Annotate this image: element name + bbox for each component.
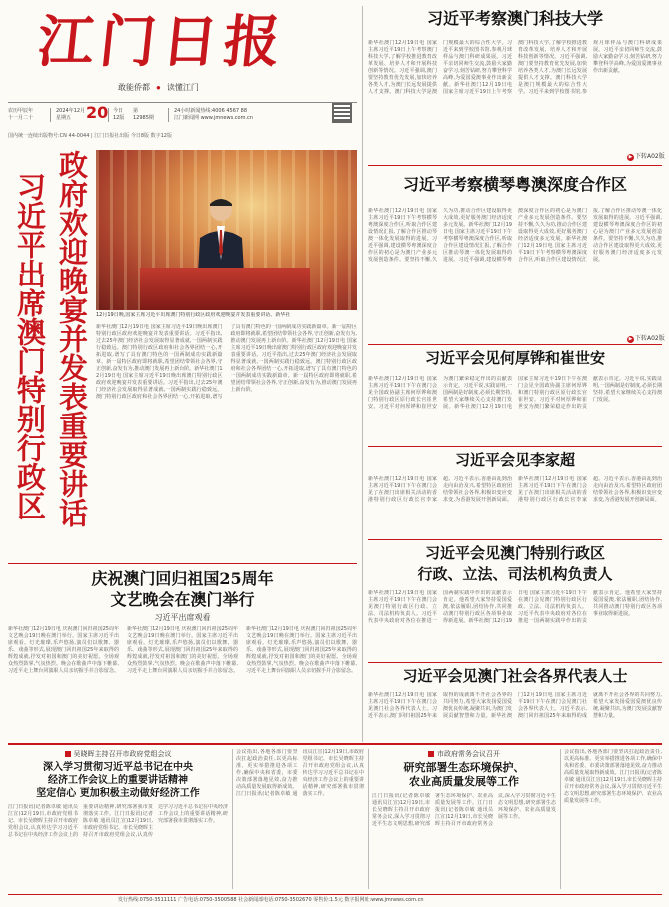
article-2-continue[interactable]: ▶ 下转A02版 [628, 335, 665, 342]
bottom-1-title-2[interactable]: 经济工作会议上的重要讲话精神 [48, 775, 188, 786]
lead-photo [96, 150, 357, 310]
bottom-2-title-2[interactable]: 农业高质量发展等工作 [409, 775, 519, 788]
pages: 12版 [113, 115, 125, 121]
article-3-body-text: 新华社澳门12月19日电 国家主席习近平19日下午在澳门会见全国政协副主席何厚铧和澳门特别行政区原行政长官崔世安。习近平对何厚铧和崔世安为澳门繁荣稳定作出的贡献表示肯定。习近平说,实践证明,一国两制是好制度,必须长期坚持,希望大家继续关心支持澳门发展。 [368, 376, 512, 410]
column-divider [362, 6, 363, 742]
gala-title-2: 文艺晚会在澳门举行 [110, 590, 255, 609]
gala-body: 新华社澳门12月19日电 庆祝澳门回归祖国25周年文艺晚会19日晚在澳门举行。国家主席习近平出席观看。灯光璀璨,乐声悠扬,演员们以歌舞、器乐、戏曲等形式,展现澳门回归祖国25年来取得的辉煌成就,抒发对祖国和澳门的美好祝愿。全场观众热烈鼓掌,气氛热烈。晚会在歌曲声中落下帷幕,习近平走上舞台同演职人员亲切握手并合影留念。新华社澳门12月19日电 庆祝澳门回归祖国25周年文艺晚会19日晚在澳门举行。国家主席习近平出席观看。灯光璀璨,乐声悠扬,演员们以歌舞、器乐、戏曲等形式,展现澳门回归祖国25年来取得的辉煌成就,抒发对祖国和澳门的美好祝愿。全场观众热烈鼓掌,气氛热烈。晚会在歌曲声中落下帷幕,习近平走上舞台同演职人员亲切握手并合影留念。新华社澳门12月19日电 庆祝澳门回归祖国25周年文艺晚会19日晚在澳门举行。国家主席习近平出席观看。灯光璀璨,乐声悠扬,演员们以歌舞、器乐、戏曲等形式,展现澳门回归祖国25年来取得的辉煌成就,抒发对祖国和澳门的美好祝愿。全场观众热烈鼓掌,气氛热烈。晚会在歌曲声中落下帷幕,习近平走上舞台同演职人员亲切握手并合影留念。 [8, 626, 357, 674]
lunar-label: 农历甲辰年 [8, 108, 34, 114]
bottom-2-kicker: 市政府常务会议召开 [372, 749, 556, 759]
bottom-2-body: 江门日报讯(记者陈卓敏 通讯员江宣)12月19日,市长吴晓晖主持召开市政府常务会议,深入学习贯彻习近平生态文明思想,研究部署生态环境保护、农业高质量发展等工作。江门日报讯(记者陈卓敏 通讯员江宣)12月19日,市长吴晓晖主持召开市政府常务会议,深入学习贯彻习近平生态文明思想,研究部署生态环境保护、农业高质量发展等工作。 [372, 793, 556, 827]
gala-body-text: 新华社澳门12月19日电 庆祝澳门回归祖国25周年文艺晚会19日晚在澳门举行。国家主席习近平出席观看。灯光璀璨,乐声悠扬,演员们以歌舞、器乐、戏曲等形式,展现澳门回归祖国25年来取得的辉煌成就,抒发对祖国和澳门的美好祝愿。全场观众热烈鼓掌,气氛热烈。晚会在歌曲声中落下帷幕,习近平走上舞台同演职人员亲切握手并合影留念。 [8, 626, 119, 674]
bottom-middle-text: 会议指出,各地各部门要坚决扛起政治责任,以更高标准、更实举措推进各项工作,确保中央和省委、市委决策部署落地见效,奋力推动高质量发展取得新成效。 [236, 749, 298, 790]
article-2-body: 新华社澳门12月19日电 国家主席习近平19日下午考察横琴粤澳深度合作区,听取合作区建设情况汇报,了解合作区推动琴澳一体化发展取得的进展。习近平强调,建设横琴粤澳深度合作区的初心是为澳门产业多元发展创造条件。要坚持不懈,久久为功,推动合作区建设取得更大成效,更好服务澳门经济适度多元发展。新华社澳门12月19日电 国家主席习近平19日下午考察横琴粤澳深度合作区,听取合作区建设情况汇报,了解合作区推动琴澳一体化发展取得的进展。习近平强调,建设横琴粤澳深度合作区的初心是为澳门产业多元发展创造条件。要坚持不懈,久久为功,推动合作区建设取得更大成效,更好服务澳门经济适度多元发展。新华社澳门12月19日电 国家主席习近平19日下午考察横琴粤澳深度合作区,听取合作区建设情况汇报,了解合作区推动琴澳一体化发展取得的进展。习近平强调,建设横琴粤澳深度合作区的初心是为澳门产业多元发展创造条件。要坚持不懈,久久为功,推动合作区建设取得更大成效,更好服务澳门经济适度多元发展。 [368, 208, 662, 263]
bottom-1-title-1[interactable]: 深入学习贯彻习近平总书记在中央 [43, 762, 193, 773]
masthead [8, 6, 357, 146]
article-5-body-text: 新华社澳门12月19日电 国家主席习近平19日下午在澳门会见澳门特别行政区行政、立法、司法机构负责人。习近平代表中央政府对各位在推进一国两制实践中作出的贡献表示肯定。他希望大家坚持爱国爱澳,依法履职,团结协作,共同推动澳门特别行政区各项事业取得新进展。 [368, 590, 512, 624]
article-4-title[interactable]: 习近平会见李家超 [454, 451, 575, 469]
divider-article-3 [368, 344, 662, 345]
square-icon [428, 751, 434, 757]
slogan-dot-icon: ● [156, 83, 161, 92]
article-1-title[interactable]: 习近平考察澳门科技大学 [426, 9, 603, 28]
divider-article-6 [368, 662, 662, 663]
bottom-right-text: 会议指出,各地各部门要坚决扛起政治责任,以更高标准、更实举措推进各项工作,确保中央和省委、市委决策部署落地见效,奋力推动高质量发展取得新成效。 [564, 749, 662, 776]
copy-label: 今日 [113, 108, 124, 114]
issue-no: 12985期 [133, 115, 154, 121]
footer-text: 发行热线:0750-3511111 广告电话:0750-3500588 社会新闻部电话:0750-3502670 零售价:1.5元 数字报网址:www.jmnews.com.cn [118, 897, 424, 903]
gala-title-1: 庆祝澳门回归祖国25周年 [91, 569, 274, 588]
article-4-body-text: 新华社澳门12月19日电 国家主席习近平19日下午在澳门会见了在澳门出席相关活动的香港特别行政区行政长官李家超。习近平表示,香港由乱到治走向由治及兴,希望特区政府团结带领社会各界,积极识变应变求变,为香港发展开创新局面。 [368, 476, 512, 503]
lunar-date: 十一月二十 [8, 115, 34, 121]
article-6-body-text: 新华社澳门12月19日电 国家主席习近平19日下午在澳门会见澳门社会各界代表人士。习近平表示,澳门回归祖国25年来取得的成就离不开社会各界的共同努力,希望大家发扬爱国爱澳优良传统,凝聚共识,为澳门发展贡献智慧和力量。 [368, 692, 512, 719]
article-1-body-text: 新华社澳门12月19日电 国家主席习近平19日上午考察澳门科技大学,了解学校推进教育改革发展、培养人才和开展科技创新等情况。习近平强调,澳门要坚持教育优先发展,加快培养各类人才,为澳门长远发展提供人才支撑。澳门科技大学是澳门规模最大的综合性大学。习近平来到学校图书馆,参观月球样品与澳门科研成果展。习近平亲切同师生交流,鼓励大家勤奋学习,刻苦钻研,努力攀登科学高峰,为爱国爱澳事业作出新贡献。 [368, 40, 512, 95]
bottom-rule [8, 743, 662, 745]
continue-icon: ▶ [628, 336, 633, 342]
divider-article-5 [368, 539, 662, 540]
newspaper-logo: 江门日报 [34, 9, 290, 75]
date-block [8, 103, 357, 125]
lead-title-b: 习近平出席澳门特别行政区 [13, 172, 47, 520]
bottom-story-1 [8, 749, 228, 891]
divider-article-2 [368, 165, 662, 166]
article-5-body: 新华社澳门12月19日电 国家主席习近平19日下午在澳门会见澳门特别行政区行政、立法、司法机构负责人。习近平代表中央政府对各位在推进一国两制实践中作出的贡献表示肯定。他希望大家坚持爱国爱澳,依法履职,团结协作,共同推动澳门特别行政区各项事业取得新进展。新华社澳门12月19日电 国家主席习近平19日下午在澳门会见澳门特别行政区行政、立法、司法机构负责人。习近平代表中央政府对各位在推进一国两制实践中作出的贡献表示肯定。他希望大家坚持爱国爱澳,依法履职,团结协作,共同推动澳门特别行政区各项事业取得新进展。 [368, 590, 662, 624]
article-2-body-text: 新华社澳门12月19日电 国家主席习近平19日下午考察横琴粤澳深度合作区,听取合作区建设情况汇报,了解合作区推动琴澳一体化发展取得的进展。习近平强调,建设横琴粤澳深度合作区的初心是为澳门产业多元发展创造条件。要坚持不懈,久久为功,推动合作区建设取得更大成效,更好服务澳门经济适度多元发展。 [368, 208, 512, 263]
footer-bar [8, 894, 662, 904]
photo-caption: 12月19日晚,国家主席习近平出席澳门特别行政区政府欢迎晚宴并发表重要讲话。新华社 [96, 312, 291, 318]
issue-label: 第 [133, 108, 139, 114]
weekday: 星期五 [56, 115, 72, 121]
article-6-title[interactable]: 习近平会见澳门社会各界代表人士 [402, 667, 628, 685]
article-5-title-1[interactable]: 习近平会见澳门特别行政区 [424, 544, 605, 562]
bottom-divider-2 [368, 749, 369, 889]
bottom-1-body-text: 江门日报讯(记者陈卓敏 通讯员江宣)12月19日,市政府党组书记、市长吴晓晖主持召开市政府党组会议,认真传达学习习近平总书记在中央经济工作会议上的重要讲话精神,研究部署我市贯彻落实工作。 [8, 804, 153, 838]
article-2-title[interactable]: 习近平考察横琴粤澳深度合作区 [402, 175, 627, 194]
bottom-divider-1 [232, 749, 233, 889]
registration-line: 国内统一连续出版物号:CN 44-0044 | 江门日报社出版 今日8版 数字12版 [8, 133, 172, 139]
bottom-2-title-1[interactable]: 研究部署生态环境保护、 [403, 761, 525, 774]
article-1-continue[interactable]: ▶ 下转A02版 [628, 153, 665, 160]
slogan [118, 82, 199, 93]
lead-body: 新华社澳门12月19日电 国家主席习近平19日晚出席澳门特别行政区政府欢迎晚宴并发表重要讲话。习近平指出,过去25年澳门经济社会发展取得显著成就,一国两制实践行稳致远。澳门特别行政区政府和社会各界团结一心,开拓进取,谱写了具有澳门特色的一国两制成功实践新篇章。新一届特区政府即将就职,希望团结带领社会各界,守正创新,奋发有为,推动澳门发展再上新台阶。新华社澳门12月19日电 国家主席习近平19日晚出席澳门特别行政区政府欢迎晚宴并发表重要讲话。习近平指出,过去25年澳门经济社会发展取得显著成就,一国两制实践行稳致远。澳门特别行政区政府和社会各界团结一心,开拓进取,谱写了具有澳门特色的一国两制成功实践新篇章。新一届特区政府即将就职,希望团结带领社会各界,守正创新,奋发有为,推动澳门发展再上新台阶。新华社澳门12月19日电 国家主席习近平19日晚出席澳门特别行政区政府欢迎晚宴并发表重要讲话。习近平指出,过去25年澳门经济社会发展取得显著成就,一国两制实践行稳致远。澳门特别行政区政府和社会各界团结一心,开拓进取,谱写了具有澳门特色的一国两制成功实践新篇章。新一届特区政府即将就职,希望团结带领社会各界,守正创新,奋发有为,推动澳门发展再上新台阶。 [96, 324, 357, 400]
bottom-1-title-3[interactable]: 坚定信心 更加积极主动做好经济工作 [36, 788, 200, 799]
bottom-1-kicker: 吴晓晖主持召开市政府党组会议 [8, 749, 228, 759]
article-4-body: 新华社澳门12月19日电 国家主席习近平19日下午在澳门会见了在澳门出席相关活动的香港特别行政区行政长官李家超。习近平表示,香港由乱到治走向由治及兴,希望特区政府团结带领社会各界,积极识变应变求变,为香港发展开创新局面。新华社澳门12月19日电 国家主席习近平19日下午在澳门会见了在澳门出席相关活动的香港特别行政区行政长官李家超。习近平表示,香港由乱到治走向由治及兴,希望特区政府团结带领社会各界,积极识变应变求变,为香港发展开创新局面。 [368, 476, 662, 503]
bottom-middle-column: 会议指出,各地各部门要坚决扛起政治责任,以更高标准、更实举措推进各项工作,确保中央和省委、市委决策部署落地见效,奋力推动高质量发展取得新成效。江门日报讯(记者陈卓敏 通讯员江宣)12月19日,市政府党组书记、市长吴晓晖主持召开市政府党组会议,认真传达学习习近平总书记在中央经济工作会议上的重要讲话精神,研究部署我市贯彻落实工作。 [236, 749, 364, 797]
divider-article-4 [368, 446, 662, 447]
bottom-story-2 [372, 749, 556, 891]
bottom-divider-3 [560, 749, 561, 889]
article-3-body: 新华社澳门12月19日电 国家主席习近平19日下午在澳门会见全国政协副主席何厚铧和澳门特别行政区原行政长官崔世安。习近平对何厚铧和崔世安为澳门繁荣稳定作出的贡献表示肯定。习近平说,实践证明,一国两制是好制度,必须长期坚持,希望大家继续关心支持澳门发展。新华社澳门12月19日电 国家主席习近平19日下午在澳门会见全国政协副主席何厚铧和澳门特别行政区原行政长官崔世安。习近平对何厚铧和崔世安为澳门繁荣稳定作出的贡献表示肯定。习近平说,实践证明,一国两制是好制度,必须长期坚持,希望大家继续关心支持澳门发展。 [368, 376, 662, 410]
continue-icon: ▶ [628, 154, 633, 160]
qr-code-icon [332, 103, 352, 123]
website[interactable]: 江门新闻网 www.jmnews.com.cn [174, 115, 253, 121]
article-6-body: 新华社澳门12月19日电 国家主席习近平19日下午在澳门会见澳门社会各界代表人士。习近平表示,澳门回归祖国25年来取得的成就离不开社会各界的共同努力,希望大家发扬爱国爱澳优良传统,凝聚共识,为澳门发展贡献智慧和力量。新华社澳门12月19日电 国家主席习近平19日下午在澳门会见澳门社会各界代表人士。习近平表示,澳门回归祖国25年来取得的成就离不开社会各界的共同努力,希望大家发扬爱国爱澳优良传统,凝聚共识,为澳门发展贡献智慧和力量。 [368, 692, 662, 719]
date: 2024年12月 [56, 108, 86, 114]
bottom-1-body: 江门日报讯(记者陈卓敏 通讯员江宣)12月19日,市政府党组书记、市长吴晓晖主持召开市政府党组会议,认真传达学习习近平总书记在中央经济工作会议上的重要讲话精神,研究部署我市贯彻落实工作。江门日报讯(记者陈卓敏 通讯员江宣)12月19日,市政府党组书记、市长吴晓晖主持召开市政府党组会议,认真传达学习习近平总书记在中央经济工作会议上的重要讲话精神,研究部署我市贯彻落实工作。 [8, 804, 228, 838]
article-1-body: 新华社澳门12月19日电 国家主席习近平19日上午考察澳门科技大学,了解学校推进教育改革发展、培养人才和开展科技创新等情况。习近平强调,澳门要坚持教育优先发展,加快培养各类人才,为澳门长远发展提供人才支撑。澳门科技大学是澳门规模最大的综合性大学。习近平来到学校图书馆,参观月球样品与澳门科研成果展。习近平亲切同师生交流,鼓励大家勤奋学习,刻苦钻研,努力攀登科学高峰,为爱国爱澳事业作出新贡献。新华社澳门12月19日电 国家主席习近平19日上午考察澳门科技大学,了解学校推进教育改革发展、培养人才和开展科技创新等情况。习近平强调,澳门要坚持教育优先发展,加快培养各类人才,为澳门长远发展提供人才支撑。澳门科技大学是澳门规模最大的综合性大学。习近平来到学校图书馆,参观月球样品与澳门科研成果展。习近平亲切同师生交流,鼓励大家勤奋学习,刻苦钻研,努力攀登科学高峰,为爱国爱澳事业作出新贡献。 [368, 40, 662, 95]
hotline: 24小时新闻热线:4006 4567 88 [174, 108, 248, 114]
lead-body-text: 新华社澳门12月19日电 国家主席习近平19日晚出席澳门特别行政区政府欢迎晚宴并发表重要讲话。习近平指出,过去25年澳门经济社会发展取得显著成就,一国两制实践行稳致远。澳门特别行政区政府和社会各界团结一心,开拓进取,谱写了具有澳门特色的一国两制成功实践新篇章。新一届特区政府即将就职,希望团结带领社会各界,守正创新,奋发有为,推动澳门发展再上新台阶。 [96, 324, 223, 372]
slogan-left: 敢能侨都 [118, 83, 150, 92]
bottom-right-column: 会议指出,各地各部门要坚决扛起政治责任,以更高标准、更实举措推进各项工作,确保中央和省委、市委决策部署落地见效,奋力推动高质量发展取得新成效。江门日报讯(记者陈卓敏 通讯员江宣)12月19日,市长吴晓晖主持召开市政府常务会议,深入学习贯彻习近平生态文明思想,研究部署生态环境保护、农业高质量发展等工作。 [564, 749, 662, 804]
lead-title-a: 政府欢迎晚宴并发表重要讲话 [55, 150, 89, 527]
article-3-title[interactable]: 习近平会见何厚铧和崔世安 [424, 349, 605, 367]
day-number: 20 [86, 103, 109, 122]
square-icon [65, 751, 71, 757]
masthead-rule [8, 102, 357, 103]
article-5-title-2[interactable]: 行政、立法、司法机构负责人 [417, 565, 613, 583]
gala-subtitle: 习近平出席观看 [154, 613, 211, 622]
slogan-right: 读懂江门 [166, 83, 199, 92]
divider-gala [8, 563, 357, 564]
bottom-2-body-text: 江门日报讯(记者陈卓敏 通讯员江宣)12月19日,市长吴晓晖主持召开市政府常务会议,深入学习贯彻习近平生态文明思想,研究部署生态环境保护、农业高质量发展等工作。 [372, 793, 493, 827]
